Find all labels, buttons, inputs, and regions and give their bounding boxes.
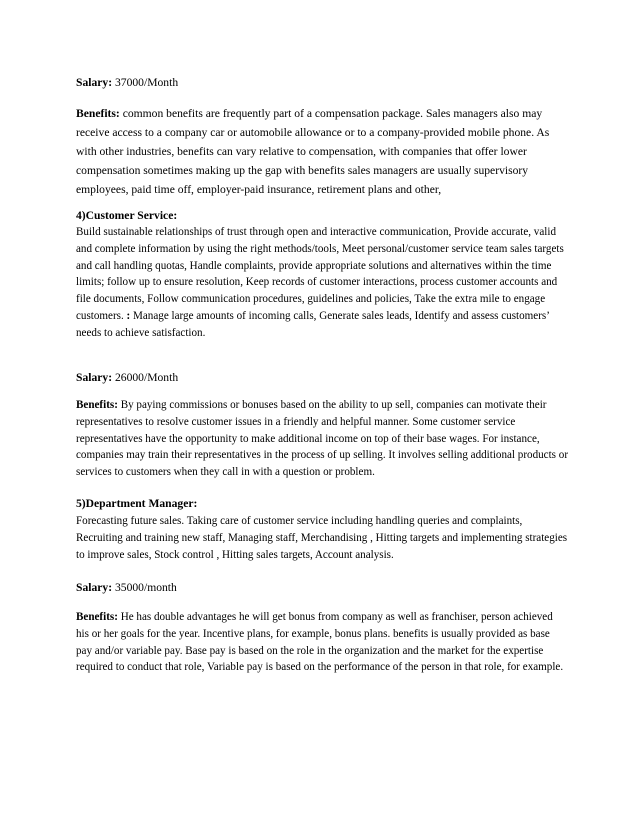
description-text: Forecasting future sales. Taking care of customer service including handling queries and complaints, Recruiting and training new staff, Managing staff, Merchandising , Hitting targets and implementing strategies to improve sales, Stock control , Hitting sales targets, Account analysis. bbox=[76, 515, 568, 561]
section-heading: 5)Department Manager: bbox=[76, 497, 198, 510]
benefits-label: Benefits: bbox=[76, 399, 118, 411]
benefits-text: By paying commissions or bonuses based on the ability to up sell, companies can motivate their representatives to resolve customer issues in a friendly and helpful manner. Some customer service representatives have the opportunity to make additional income on top of their base wages. For instance, companies may train their representatives in the process of up selling. It involves selling additional products or services to customers when they call in with a question or problem. bbox=[76, 399, 569, 479]
salary-label: Salary: bbox=[76, 581, 113, 594]
salary-value: 37000/Month bbox=[114, 76, 179, 89]
description-department-manager bbox=[76, 513, 568, 563]
benefits-paragraph-sales-manager bbox=[76, 104, 568, 199]
description-customer-service bbox=[76, 224, 568, 342]
description-separator: : bbox=[123, 309, 134, 322]
salary-value: 26000/Month bbox=[114, 371, 179, 384]
salary-label: Salary: bbox=[76, 76, 113, 89]
section-heading-department-manager bbox=[76, 494, 568, 513]
salary-line-sales-manager bbox=[76, 73, 568, 92]
salary-line-department-manager bbox=[76, 578, 568, 597]
description-tail: Manage large amounts of incoming calls, Generate sales leads, Identify and assess customers’ needs to achieve satisfaction. bbox=[76, 309, 550, 339]
description-text: Build sustainable relationships of trust through open and interactive communication, Provide accurate, valid and complete information by using the right methods/tools, Meet personal/customer service team sales targets and call handling quotas, Handle complaints, provide appropriate solutions and alternatives within the time limits; follow up to ensure resolution, Keep records of customer interactions, process customer accounts and file documents, Follow communication procedures, guidelines and policies, Take the extra mile to engage customers. bbox=[76, 226, 564, 322]
section-heading-customer-service bbox=[76, 206, 568, 225]
benefits-paragraph-customer-service bbox=[76, 397, 568, 481]
benefits-text: He has double advantages he will get bonus from company as well as franchiser, person achieved his or her goals for the year. Incentive plans, for example, bonus plans. benefits is usually provided as base pay and/or variable pay. Base pay is based on the role in the organization and the market for the expertise required to conduct that role, Variable pay is based on the performance of the person in that role, for example. bbox=[76, 611, 564, 674]
section-heading: 4)Customer Service: bbox=[76, 209, 178, 222]
salary-label: Salary: bbox=[76, 371, 113, 384]
benefits-text: common benefits are frequently part of a compensation package. Sales managers also may receive access to a company car or automobile allowance or to a company-provided mobile phone. As with other industries, benefits can vary relative to compensation, with companies that offer lower compensation sometimes making up the gap with benefits sales managers are usually supervisory employees, paid time off, employer-paid insurance, retirement plans and other, bbox=[76, 107, 550, 196]
benefits-paragraph-department-manager bbox=[76, 609, 568, 676]
salary-line-customer-service bbox=[76, 368, 568, 387]
benefits-label: Benefits: bbox=[76, 107, 120, 120]
benefits-label: Benefits: bbox=[76, 611, 118, 623]
salary-value: 35000/month bbox=[114, 581, 177, 594]
